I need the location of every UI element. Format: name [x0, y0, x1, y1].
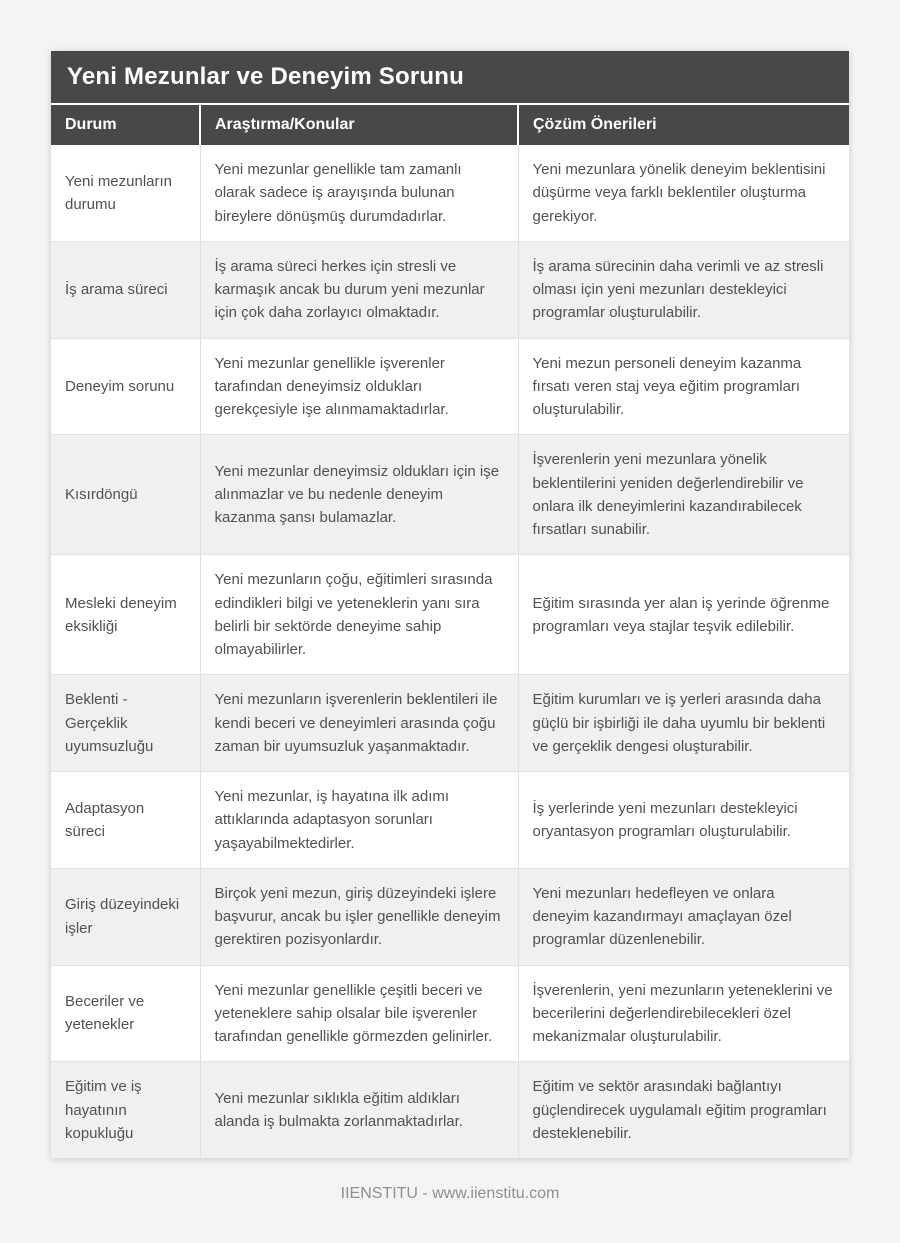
cell-arastirma: Yeni mezunlar genellikle tam zamanlı olarak sadece iş arayışında bulunan bireylere dönüşmüş durumdadırlar. — [200, 145, 518, 241]
graduates-experience-card — [51, 51, 849, 1158]
column-header-cozum-onerileri: Çözüm Önerileri — [518, 105, 849, 145]
cell-cozum: Eğitim kurumları ve iş yerleri arasında daha güçlü bir işbirliği ile daha uyumlu bir beklenti ve gerçeklik dengesi oluşturabilir. — [518, 675, 849, 772]
cell-cozum: Yeni mezunları hedefleyen ve onlara deneyim kazandırmayı amaçlayan özel programlar düzenlenebilir. — [518, 868, 849, 965]
cell-arastirma: Yeni mezunlar genellikle işverenler tarafından deneyimsiz oldukları gerekçesiyle işe alınmamaktadırlar. — [200, 338, 518, 435]
cell-durum: Adaptasyon süreci — [65, 799, 145, 840]
table-row — [51, 772, 849, 869]
cell-durum: Yeni mezunların durumu — [65, 172, 173, 213]
cell-durum: Giriş düzeyindeki işler — [65, 896, 180, 937]
graduates-table — [51, 105, 849, 1158]
table-row — [51, 555, 849, 675]
cell-durum: Beceriler ve yetenekler — [65, 993, 145, 1034]
cell-arastirma: Yeni mezunlar genellikle çeşitli beceri ve yeteneklere sahip olsalar bile işverenler tarafından genellikle görmezden gelinirler. — [200, 965, 518, 1062]
cell-arastirma: İş arama süreci herkes için stresli ve karmaşık ancak bu durum yeni mezunlar için çok daha zorlayıcı olmaktadır. — [200, 241, 518, 338]
table-row — [51, 338, 849, 435]
table-row — [51, 435, 849, 555]
cell-cozum: İşverenlerin yeni mezunlara yönelik beklentilerini yeniden değerlendirebilir ve onlara ilk deneyimlerini kazandırabilecek fırsatları sunabilir. — [518, 435, 849, 555]
table-body — [51, 145, 849, 1158]
cell-durum: Beklenti - Gerçeklik uyumsuzluğu — [65, 691, 154, 755]
cell-arastirma: Yeni mezunların çoğu, eğitimleri sırasında edindikleri bilgi ve yeteneklerin yanı sıra belirli bir sektörde deneyime sahip olmayabilirler. — [200, 555, 518, 675]
cell-cozum: Yeni mezun personeli deneyim kazanma fırsatı veren staj veya eğitim programları oluşturulabilir. — [518, 338, 849, 435]
cell-cozum: Eğitim ve sektör arasındaki bağlantıyı güçlendirecek uygulamalı eğitim programları desteklenebilir. — [518, 1062, 849, 1158]
table-row — [51, 241, 849, 338]
cell-cozum: İş arama sürecinin daha verimli ve az stresli olması için yeni mezunları destekleyici programlar oluşturulabilir. — [518, 241, 849, 338]
table-row — [51, 675, 849, 772]
cell-durum: Eğitim ve iş hayatının kopukluğu — [65, 1078, 142, 1142]
cell-arastirma: Yeni mezunlar, iş hayatına ilk adımı attıklarında adaptasyon sorunları yaşayabilmektedirler. — [200, 772, 518, 869]
page-title: Yeni Mezunlar ve Deneyim Sorunu — [51, 51, 849, 103]
cell-durum: İş arama süreci — [65, 281, 168, 298]
cell-cozum: Eğitim sırasında yer alan iş yerinde öğrenme programları veya stajlar teşvik edilebilir. — [518, 555, 849, 675]
cell-arastirma: Birçok yeni mezun, giriş düzeyindeki işlere başvurur, ancak bu işler genellikle deneyim gerektiren pozisyonlardır. — [200, 868, 518, 965]
table-header — [51, 105, 849, 145]
cell-durum: Kısırdöngü — [65, 486, 138, 504]
cell-arastirma: Yeni mezunlar sıklıkla eğitim aldıkları alanda iş bulmakta zorlanmaktadırlar. — [200, 1062, 518, 1158]
column-header-durum: Durum — [51, 105, 200, 145]
table-row — [51, 145, 849, 241]
table-row — [51, 868, 849, 965]
cell-arastirma: Yeni mezunlar deneyimsiz oldukları için işe alınmazlar ve bu nedenle deneyim kazanma şansı bulamazlar. — [200, 435, 518, 555]
cell-cozum: İşverenlerin, yeni mezunların yeteneklerini ve becerilerini değerlendirebilecekleri özel mekanizmalar oluşturulabilir. — [518, 965, 849, 1062]
table-row — [51, 965, 849, 1062]
table-row — [51, 1062, 849, 1158]
footer-credit: IIENSTITU - www.iienstitu.com — [340, 1185, 560, 1202]
column-header-arastirma-konular: Araştırma/Konular — [200, 105, 518, 145]
cell-durum: Mesleki deneyim eksikliği — [65, 594, 177, 635]
cell-durum: Deneyim sorunu — [65, 377, 175, 395]
cell-cozum: Yeni mezunlara yönelik deneyim beklentisini düşürme veya farklı beklentiler oluşturma gerekiyor. — [518, 145, 849, 241]
cell-arastirma: Yeni mezunların işverenlerin beklentileri ile kendi beceri ve deneyimleri arasında çoğu zaman bir uyumsuzluk yaşanmaktadır. — [200, 675, 518, 772]
cell-cozum: İş yerlerinde yeni mezunları destekleyici oryantasyon programları oluşturulabilir. — [518, 772, 849, 869]
